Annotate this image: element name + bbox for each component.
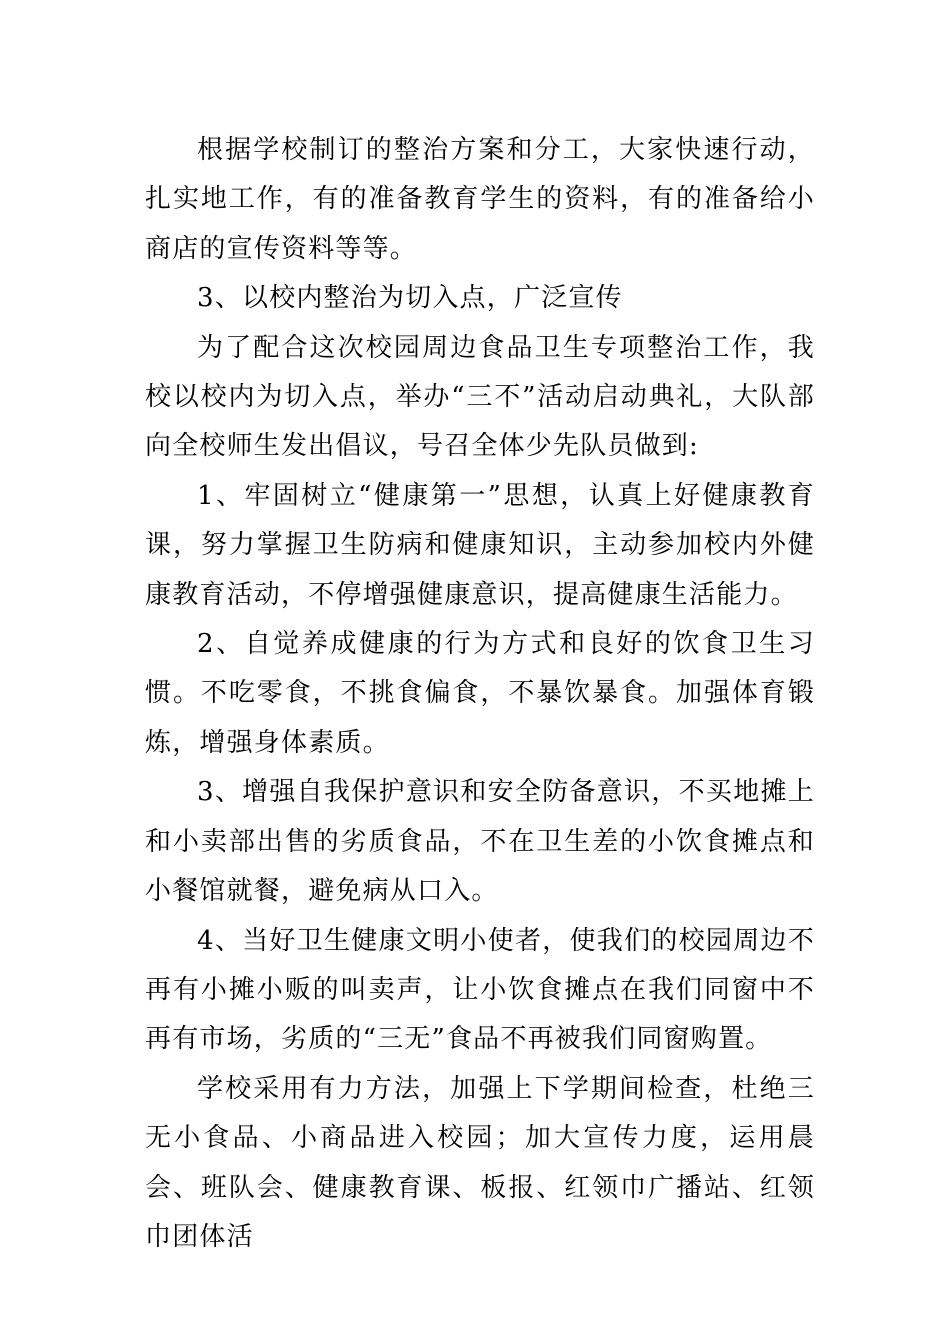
paragraph: 为了配合这次校园周边食品卫生专项整治工作，我校以校内为切入点，举办“三不”活动启动典礼，大队部向全校师生发出倡议，号召全体少先队员做到: (145, 332, 815, 462)
document-body (145, 126, 815, 1262)
paragraph: 根据学校制订的整治方案和分工，大家快速行动，扎实地工作，有的准备教育学生的资料，有的准备给小商店的宣传资料等等。 (145, 135, 815, 264)
paragraph: 学校采用有力方法，加强上下学期间检查，杜绝三无小食品、小商品进入校园；加大宣传力度，运用晨会、班队会、健康教育课、板报、红领巾广播站、红领巾团体活 (145, 1073, 815, 1252)
list-item: 3、增强自我保护意识和安全防备意识，不买地摊上和小卖部出售的劣质食品，不在卫生差的小饮食摊点和小餐馆就餐，避免病从口入。 (145, 777, 815, 907)
list-item: 2、自觉养成健康的行为方式和良好的饮食卫生习惯。不吃零食，不挑食偏食，不暴饮暴食。加强体育锻炼，增强身体素质。 (145, 629, 815, 758)
section-heading: 3、以校内整治为切入点，广泛宣传 (197, 283, 623, 314)
list-item: 4、当好卫生健康文明小使者，使我们的校园周边不再有小摊小贩的叫卖声，让小饮食摊点在我们同窗中不再有市场，劣质的“三无”食品不再被我们同窗购置。 (145, 925, 815, 1055)
list-item: 1、牢固树立“健康第一”思想，认真上好健康教育课，努力掌握卫生防病和健康知识，主动参加校内外健康教育活动，不停增强健康意识，提高健康生活能力。 (145, 480, 815, 610)
